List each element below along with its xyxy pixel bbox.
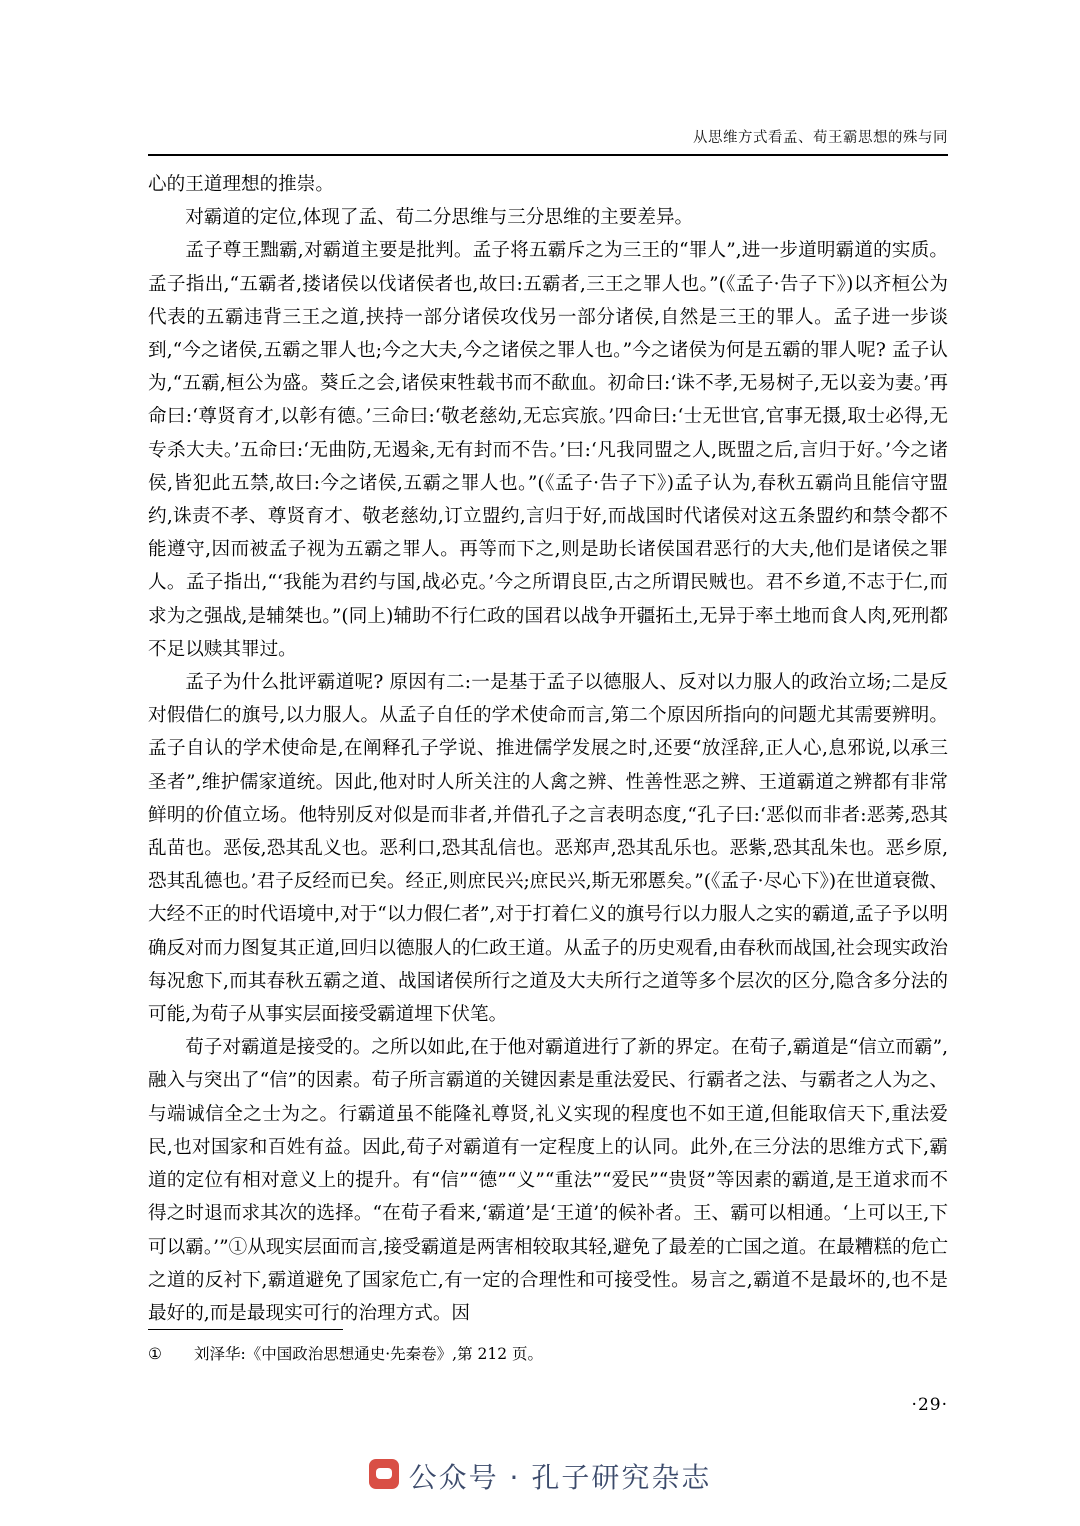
paragraph: 荀子对霸道是接受的。之所以如此,在于他对霸道进行了新的界定。在荀子,霸道是“信立而霸”,融入与突出了“信”的因素。荀子所言霸道的关键因素是重法爱民、行霸者之法、与霸者之人为之、与端诚信全之士为之。行霸道虽不能隆礼尊贤,礼义实现的程度也不如王道,但能取信天下,重法爱民,也对国家和百姓有益。因此,荀子对霸道有一定程度上的认同。此外,在三分法的思维方式下,霸道的定位有相对意义上的提升。有“信”“德”“义”“重法”“爱民”“贵贤”等因素的霸道,是王道求而不得之时退而求其次的选择。“在荀子看来,‘霸道’是‘王道’的候补者。王、霸可以相通。‘上可以王,下可以霸。’”①从现实层面而言,接受霸道是两害相较取其轻,避免了最差的亡国之道。在最糟糕的危亡之道的反衬下,霸道避免了国家危亡,有一定的合理性和可接受性。易言之,霸道不是最坏的,也不是最好的,而是最现实可行的治理方式。因 bbox=[148, 1037, 948, 1324]
watermark-text: 公众号 · 孔子研究杂志 bbox=[408, 1461, 712, 1494]
paragraph: 心的王道理想的推崇。 bbox=[148, 174, 334, 195]
footnote-text: 刘泽华:《中国政治思想通史·先秦卷》,第 212 页。 bbox=[194, 1345, 544, 1363]
running-header: 从思维方式看孟、荀王霸思想的殊与同 bbox=[693, 130, 948, 146]
paragraph: 孟子为什么批评霸道呢? 原因有二:一是基于孟子以德服人、反对以力服人的政治立场;二是反对假借仁的旗号,以力服人。从孟子自任的学术使命而言,第二个原因所指向的问题尤其需要辨明。孟子自认的学术使命是,在阐释孔子学说、推进儒学发展之时,还要“放淫辞,正人心,息邪说,以承三圣者”,维护儒家道统。因此,他对时人所关注的人禽之辨、性善性恶之辨、王道霸道之辨都有非常鲜明的价值立场。他特别反对似是而非者,并借孔子之言表明态度,“孔子曰:‘恶似而非者:恶莠,恐其乱苗也。恶佞,恐其乱义也。恶利口,恐其乱信也。恶郑声,恐其乱乐也。恶紫,恐其乱朱也。恶乡原,恐其乱德也。’君子反经而已矣。经正,则庶民兴;庶民兴,斯无邪慝矣。”(《孟子·尽心下》)在世道衰微、大经不正的时代语境中,对于“以力假仁者”,对于打着仁义的旗号行以力服人之实的霸道,孟子予以明确反对而力图复其正道,回归以德服人的仁政王道。从孟子的历史观看,由春秋而战国,社会现实政治每况愈下,而其春秋五霸之道、战国诸侯所行之道及大夫所行之道等多个层次的区分,隐含多分法的可能,为荀子从事实层面接受霸道埋下伏笔。 bbox=[148, 672, 948, 1026]
wechat-logo-icon bbox=[369, 1459, 399, 1489]
footnote-separator bbox=[148, 1329, 343, 1330]
body-text bbox=[148, 168, 948, 1330]
paragraph: 对霸道的定位,体现了孟、荀二分思维与三分思维的主要差异。 bbox=[185, 207, 694, 229]
paragraph: 孟子尊王黜霸,对霸道主要是批判。孟子将五霸斥之为三王的“罪人”,进一步道明霸道的实质。孟子指出,“五霸者,搂诸侯以伐诸侯者也,故曰:五霸者,三王之罪人也。”(《孟子·告子下》)以齐桓公为代表的五霸违背三王之道,挟持一部分诸侯攻伐另一部分诸侯,自然是三王的罪人。孟子进一步谈到,“今之诸侯,五霸之罪人也;今之大夫,今之诸侯之罪人也。”今之诸侯为何是五霸的罪人呢? 孟子认为,“五霸,桓公为盛。葵丘之会,诸侯束牲载书而不歃血。初命曰:‘诛不孝,无易树子,无以妾为妻。’再命曰:‘尊贤育才,以彰有德。’三命曰:‘敬老慈幼,无忘宾旅。’四命曰:‘士无世官,官事无摄,取士必得,无专杀大夫。’五命曰:‘无曲防,无遏籴,无有封而不告。’曰:‘凡我同盟之人,既盟之后,言归于好。’今之诸侯,皆犯此五禁,故曰:今之诸侯,五霸之罪人也。”(《孟子·告子下》)孟子认为,春秋五霸尚且能信守盟约,诛责不孝、尊贤育才、敬老慈幼,订立盟约,言归于好,而战国时代诸侯对这五条盟约和禁令都不能遵守,因而被孟子视为五霸之罪人。再等而下之,则是助长诸侯国君恶行的大夫,他们是诸侯之罪人。孟子指出,“‘我能为君约与国,战必克。’今之所谓良臣,古之所谓民贼也。君不乡道,不志于仁,而求为之强战,是辅桀也。”(同上)辅助不行仁政的国君以战争开疆拓土,无异于率土地而食人肉,死刑都不足以赎其罪过。 bbox=[148, 240, 948, 660]
watermark bbox=[0, 1456, 1080, 1496]
page-number: ·29· bbox=[911, 1395, 948, 1415]
header-rule bbox=[148, 154, 948, 156]
footnote-marker: ① bbox=[148, 1345, 162, 1363]
page-content bbox=[148, 0, 948, 1526]
footnote bbox=[148, 1341, 948, 1367]
